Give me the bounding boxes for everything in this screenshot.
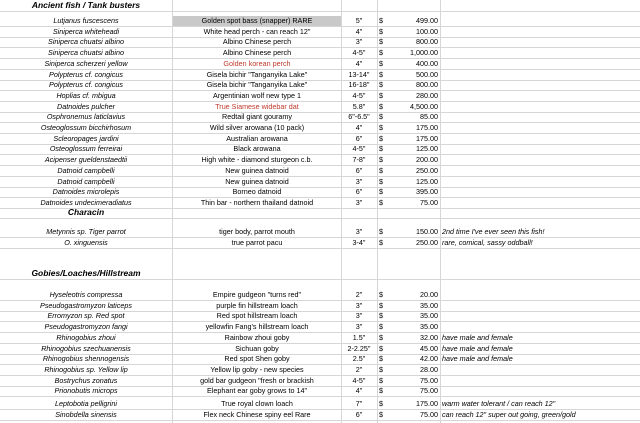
note-cell[interactable] bbox=[442, 187, 640, 197]
size-cell[interactable]: 3" bbox=[355, 176, 363, 186]
price-cell[interactable]: 35.00 bbox=[420, 311, 438, 321]
scientific-name-cell[interactable]: Pseudogastromyzon fangi bbox=[44, 322, 128, 332]
currency-cell[interactable]: $ bbox=[379, 26, 383, 36]
common-name-cell[interactable]: White head perch - can reach 12" bbox=[203, 26, 311, 36]
scientific-name-cell[interactable]: Osteoglossum ferreirai bbox=[49, 144, 123, 154]
scientific-name-cell[interactable]: Leptobotia pelligrini bbox=[55, 399, 117, 408]
price-cell[interactable]: 175.00 bbox=[416, 133, 438, 143]
table-row[interactable] bbox=[0, 144, 640, 155]
size-cell[interactable]: 4-5" bbox=[352, 48, 366, 58]
price-cell[interactable]: 175.00 bbox=[416, 399, 438, 408]
size-cell[interactable]: 4-5" bbox=[352, 144, 366, 154]
currency-cell[interactable]: $ bbox=[379, 311, 383, 321]
note-cell[interactable] bbox=[442, 376, 640, 386]
common-name-cell[interactable]: Redtail giant gouramy bbox=[222, 112, 292, 122]
table-row[interactable] bbox=[0, 238, 640, 249]
price-cell[interactable]: 200.00 bbox=[416, 155, 438, 165]
common-name-cell[interactable]: Rainbow zhoui goby bbox=[224, 332, 290, 342]
size-cell[interactable]: 4" bbox=[355, 26, 363, 36]
price-cell[interactable]: 800.00 bbox=[416, 80, 438, 90]
note-cell[interactable] bbox=[442, 37, 640, 47]
currency-cell[interactable]: $ bbox=[379, 300, 383, 310]
size-cell[interactable]: 4" bbox=[355, 386, 363, 396]
price-cell[interactable]: 20.00 bbox=[420, 290, 438, 299]
currency-cell[interactable]: $ bbox=[379, 354, 383, 364]
table-row[interactable] bbox=[0, 80, 640, 91]
price-cell[interactable]: 75.00 bbox=[420, 409, 438, 419]
table-row[interactable] bbox=[0, 386, 640, 397]
note-cell[interactable] bbox=[442, 301, 640, 311]
common-name-cell[interactable]: Red spot Shen goby bbox=[224, 354, 290, 364]
size-cell[interactable]: 2" bbox=[355, 290, 363, 299]
price-cell[interactable]: 500.00 bbox=[416, 69, 438, 79]
price-cell[interactable]: 175.00 bbox=[416, 123, 438, 132]
note-cell[interactable] bbox=[442, 16, 640, 26]
common-name-cell[interactable]: Albino Chinese perch bbox=[222, 48, 292, 58]
price-cell[interactable]: 75.00 bbox=[420, 197, 438, 207]
size-cell[interactable]: 6" bbox=[355, 133, 363, 143]
common-name-cell[interactable]: Australian arowana bbox=[226, 133, 288, 143]
table-row[interactable] bbox=[0, 166, 640, 177]
currency-cell[interactable]: $ bbox=[379, 133, 383, 143]
scientific-name-cell[interactable]: Datnoides undecimeradiatus bbox=[40, 197, 132, 207]
currency-cell[interactable]: $ bbox=[379, 343, 383, 353]
currency-cell[interactable]: $ bbox=[379, 399, 383, 408]
scientific-name-cell[interactable]: Prionobutis microps bbox=[54, 386, 118, 396]
table-row[interactable] bbox=[0, 112, 640, 123]
note-cell[interactable] bbox=[442, 134, 640, 144]
table-row[interactable] bbox=[0, 290, 640, 301]
price-cell[interactable]: 280.00 bbox=[416, 90, 438, 100]
price-cell[interactable]: 499.00 bbox=[416, 16, 438, 25]
table-row[interactable] bbox=[0, 16, 640, 27]
scientific-name-cell[interactable]: Datnoides microlepis bbox=[52, 187, 120, 197]
size-cell[interactable]: 13-14" bbox=[348, 69, 370, 79]
note-cell[interactable] bbox=[442, 144, 640, 154]
table-row[interactable] bbox=[0, 123, 640, 134]
note-cell[interactable]: have male and female bbox=[442, 332, 513, 342]
table-row[interactable] bbox=[0, 48, 640, 59]
table-row[interactable] bbox=[0, 410, 640, 421]
scientific-name-cell[interactable]: Rhinogobius shennogensis bbox=[42, 354, 130, 364]
note-cell[interactable]: have male and female bbox=[442, 343, 513, 353]
note-cell[interactable]: can reach 12" super out going, green/gold bbox=[442, 409, 576, 419]
common-name-cell[interactable]: New guinea datnoid bbox=[225, 165, 289, 175]
table-row[interactable] bbox=[0, 155, 640, 166]
size-cell[interactable]: 6" bbox=[355, 165, 363, 175]
scientific-name-cell[interactable]: Polypterus cf. congicus bbox=[49, 80, 123, 90]
scientific-name-cell[interactable]: Polypterus cf. congicus bbox=[49, 69, 123, 79]
currency-cell[interactable]: $ bbox=[379, 322, 383, 332]
currency-cell[interactable]: $ bbox=[379, 332, 383, 342]
section-title: Gobies/Loaches/Hillstream bbox=[31, 268, 141, 278]
price-cell[interactable]: 35.00 bbox=[420, 322, 438, 332]
price-cell[interactable]: 42.00 bbox=[420, 354, 438, 364]
size-cell[interactable]: 1.5" bbox=[352, 332, 366, 342]
size-cell[interactable]: 2-2.25" bbox=[347, 343, 371, 353]
common-name-cell[interactable]: yellowfin Fang's hillstream loach bbox=[205, 322, 309, 332]
price-cell[interactable]: 100.00 bbox=[416, 26, 438, 36]
scientific-name-cell[interactable]: Erromyzon sp. Red spot bbox=[47, 311, 125, 321]
note-cell[interactable] bbox=[442, 91, 640, 101]
size-cell[interactable]: 5" bbox=[355, 16, 363, 25]
table-row[interactable] bbox=[0, 187, 640, 198]
size-cell[interactable]: 4" bbox=[355, 123, 363, 132]
table-row[interactable] bbox=[0, 344, 640, 355]
size-cell[interactable]: 4-5" bbox=[352, 90, 366, 100]
common-name-cell[interactable]: tiger body, parrot mouth bbox=[219, 227, 295, 236]
price-cell[interactable]: 250.00 bbox=[416, 165, 438, 175]
note-cell[interactable] bbox=[442, 102, 640, 112]
currency-cell[interactable]: $ bbox=[379, 101, 383, 111]
note-cell[interactable] bbox=[442, 166, 640, 176]
scientific-name-cell[interactable]: Rhinogobius szechuanensis bbox=[41, 343, 131, 353]
size-cell[interactable]: 6" bbox=[355, 187, 363, 197]
currency-cell[interactable]: $ bbox=[379, 69, 383, 79]
price-cell[interactable]: 28.00 bbox=[420, 364, 438, 374]
size-cell[interactable]: 6"-6.5" bbox=[348, 112, 370, 122]
scientific-name-cell[interactable]: Rhinogobius sp. Yellow lip bbox=[44, 364, 128, 374]
common-name-cell[interactable]: Black arowana bbox=[233, 144, 281, 154]
scientific-name-cell[interactable]: Rhinogobius zhoui bbox=[56, 332, 116, 342]
note-cell[interactable] bbox=[442, 48, 640, 58]
scientific-name-cell[interactable]: Hoplias cf. mbigua bbox=[56, 90, 116, 100]
table-row[interactable] bbox=[0, 177, 640, 188]
scientific-name-cell[interactable]: Bostrychus zonatus bbox=[54, 375, 118, 385]
scientific-name-cell[interactable]: Datnoides pulcher bbox=[57, 101, 115, 111]
common-name-cell[interactable]: Thin bar - northern thailand datnoid bbox=[200, 197, 314, 207]
currency-cell[interactable]: $ bbox=[379, 155, 383, 165]
common-name-cell[interactable]: Elephant ear goby grows to 14" bbox=[206, 386, 308, 396]
currency-cell[interactable]: $ bbox=[379, 90, 383, 100]
price-cell[interactable]: 800.00 bbox=[416, 37, 438, 47]
size-cell[interactable]: 4-5" bbox=[352, 375, 366, 385]
scientific-name-cell[interactable]: Osphronemus laticlavius bbox=[46, 112, 126, 122]
currency-cell[interactable]: $ bbox=[379, 165, 383, 175]
table-row[interactable] bbox=[0, 134, 640, 145]
price-cell[interactable]: 150.00 bbox=[416, 227, 438, 236]
common-name-cell[interactable]: Borneo datnoid bbox=[232, 187, 282, 197]
common-name-cell[interactable]: High white - diamond sturgeon c.b. bbox=[201, 155, 313, 165]
currency-cell[interactable]: $ bbox=[379, 144, 383, 154]
table-row[interactable] bbox=[0, 27, 640, 38]
common-name-cell[interactable]: Empire gudgeon "turns red" bbox=[212, 290, 302, 299]
table-row[interactable] bbox=[0, 399, 640, 410]
scientific-name-cell[interactable]: Datnoid campbelli bbox=[57, 176, 115, 186]
currency-cell[interactable]: $ bbox=[379, 123, 383, 132]
common-name-cell[interactable]: Golden korean perch bbox=[223, 58, 291, 68]
price-cell[interactable]: 85.00 bbox=[420, 112, 438, 122]
note-cell[interactable] bbox=[442, 27, 640, 37]
note-cell[interactable] bbox=[442, 322, 640, 332]
note-cell[interactable] bbox=[442, 386, 640, 396]
scientific-name-cell[interactable]: Siniperca scherzeri yellow bbox=[44, 58, 128, 68]
note-cell[interactable]: warm water tolerant / can reach 12" bbox=[442, 399, 556, 408]
currency-cell[interactable]: $ bbox=[379, 187, 383, 197]
common-name-cell[interactable]: Sichuan goby bbox=[235, 343, 279, 353]
size-cell[interactable]: 3" bbox=[355, 37, 363, 47]
size-cell[interactable]: 2.5" bbox=[352, 354, 366, 364]
section-header[interactable] bbox=[0, 0, 640, 12]
currency-cell[interactable]: $ bbox=[379, 237, 383, 247]
scientific-name-cell[interactable]: Pseudogastromyzon laticeps bbox=[40, 300, 132, 310]
section-header[interactable] bbox=[0, 268, 640, 280]
common-name-cell[interactable]: New guinea datnoid bbox=[225, 176, 289, 186]
note-cell[interactable] bbox=[442, 70, 640, 80]
table-row[interactable] bbox=[0, 59, 640, 70]
common-name-cell[interactable]: Flex neck Chinese spiny eel Rare bbox=[203, 409, 311, 419]
scientific-name-cell[interactable]: Acipenser gueldenstaedtii bbox=[44, 155, 128, 165]
table-row[interactable] bbox=[0, 301, 640, 312]
scientific-name-cell[interactable]: Scleoropages jardini bbox=[53, 133, 119, 143]
note-cell[interactable] bbox=[442, 198, 640, 208]
size-cell[interactable]: 3" bbox=[355, 300, 363, 310]
common-name-cell[interactable]: Albino Chinese perch bbox=[222, 37, 292, 47]
currency-cell[interactable]: $ bbox=[379, 16, 383, 25]
table-row[interactable] bbox=[0, 102, 640, 113]
scientific-name-cell[interactable]: Siniperca chuatsi albino bbox=[48, 48, 124, 58]
price-cell[interactable]: 125.00 bbox=[416, 144, 438, 154]
common-name-cell[interactable]: Argentinian wolf new type 1 bbox=[213, 90, 301, 100]
note-cell[interactable] bbox=[442, 123, 640, 133]
size-cell[interactable]: 7-8" bbox=[352, 155, 366, 165]
common-name-cell[interactable]: Wild silver arowana (10 pack) bbox=[209, 123, 305, 132]
size-cell[interactable]: 16-18" bbox=[348, 80, 370, 90]
currency-cell[interactable]: $ bbox=[379, 58, 383, 68]
table-row[interactable] bbox=[0, 365, 640, 376]
currency-cell[interactable]: $ bbox=[379, 197, 383, 207]
size-cell[interactable]: 7" bbox=[355, 399, 363, 408]
note-cell[interactable] bbox=[442, 290, 640, 300]
scientific-name-cell[interactable]: O. xinguensis bbox=[64, 237, 108, 247]
currency-cell[interactable]: $ bbox=[379, 112, 383, 122]
common-name-cell[interactable]: Golden spot bass (snapper) RARE bbox=[173, 16, 341, 26]
currency-cell[interactable]: $ bbox=[379, 80, 383, 90]
currency-cell[interactable]: $ bbox=[379, 176, 383, 186]
currency-cell[interactable]: $ bbox=[379, 386, 383, 396]
common-name-cell[interactable]: Yellow lip goby - new species bbox=[210, 364, 304, 374]
table-row[interactable] bbox=[0, 354, 640, 365]
currency-cell[interactable]: $ bbox=[379, 227, 383, 236]
scientific-name-cell[interactable]: Datnoid campbelli bbox=[57, 165, 115, 175]
scientific-name-cell[interactable]: Hyseleotris compressa bbox=[49, 290, 123, 299]
note-cell[interactable] bbox=[442, 311, 640, 321]
size-cell[interactable]: 6" bbox=[355, 409, 363, 419]
common-name-cell[interactable]: True royal clown loach bbox=[221, 399, 293, 408]
size-cell[interactable]: 5.8" bbox=[352, 101, 366, 111]
table-row[interactable] bbox=[0, 322, 640, 333]
size-cell[interactable]: 3" bbox=[355, 227, 363, 236]
common-name-cell[interactable]: purple fin hillstream loach bbox=[216, 300, 298, 310]
price-cell[interactable]: 75.00 bbox=[420, 375, 438, 385]
note-cell[interactable] bbox=[442, 59, 640, 69]
price-cell[interactable]: 4,500.00 bbox=[410, 101, 438, 111]
scientific-name-cell[interactable]: Sinobdella sinensis bbox=[55, 409, 117, 419]
note-cell[interactable] bbox=[442, 112, 640, 122]
price-cell[interactable]: 250.00 bbox=[416, 237, 438, 247]
common-name-cell[interactable]: true parrot pacu bbox=[231, 237, 283, 247]
scientific-name-cell[interactable]: Lutjanus fuscescens bbox=[53, 16, 119, 25]
scientific-name-cell[interactable]: Siniperca whiteheadi bbox=[52, 26, 120, 36]
size-cell[interactable]: 3" bbox=[355, 311, 363, 321]
currency-cell[interactable]: $ bbox=[379, 409, 383, 419]
table-row[interactable] bbox=[0, 37, 640, 48]
currency-cell[interactable]: $ bbox=[379, 37, 383, 47]
scientific-name-cell[interactable]: Metynnis sp. Tiger parrot bbox=[46, 227, 126, 236]
table-row[interactable] bbox=[0, 227, 640, 238]
table-row[interactable] bbox=[0, 91, 640, 102]
price-cell[interactable]: 32.00 bbox=[420, 332, 438, 342]
price-cell[interactable]: 400.00 bbox=[416, 58, 438, 68]
note-cell[interactable] bbox=[442, 365, 640, 375]
currency-cell[interactable]: $ bbox=[379, 48, 383, 58]
section-title: Ancient fish / Tank busters bbox=[31, 0, 141, 10]
note-cell[interactable]: have male and female bbox=[442, 354, 513, 364]
size-cell[interactable]: 4" bbox=[355, 58, 363, 68]
price-cell[interactable]: 1,000.00 bbox=[410, 48, 438, 58]
common-name-cell[interactable]: True Siamese widebar dat bbox=[215, 101, 299, 111]
price-cell[interactable]: 395.00 bbox=[416, 187, 438, 197]
note-cell[interactable]: rare, comical, sassy oddball! bbox=[442, 237, 533, 247]
price-cell[interactable]: 75.00 bbox=[420, 386, 438, 396]
currency-cell[interactable]: $ bbox=[379, 290, 383, 299]
price-cell[interactable]: 35.00 bbox=[420, 300, 438, 310]
table-row[interactable] bbox=[0, 333, 640, 344]
price-cell[interactable]: 125.00 bbox=[416, 176, 438, 186]
size-cell[interactable]: 2" bbox=[355, 364, 363, 374]
scientific-name-cell[interactable]: Osteoglossum bicchirhosum bbox=[40, 123, 132, 132]
price-cell[interactable]: 45.00 bbox=[420, 343, 438, 353]
note-cell[interactable] bbox=[442, 155, 640, 165]
table-row[interactable] bbox=[0, 311, 640, 322]
note-cell[interactable]: 2nd time I've ever seen this fish! bbox=[442, 227, 545, 236]
size-cell[interactable]: 3" bbox=[355, 322, 363, 332]
note-cell[interactable] bbox=[442, 177, 640, 187]
table-row[interactable] bbox=[0, 70, 640, 81]
size-cell[interactable]: 3" bbox=[355, 197, 363, 207]
currency-cell[interactable]: $ bbox=[379, 375, 383, 385]
table-row[interactable] bbox=[0, 376, 640, 387]
table-row[interactable] bbox=[0, 198, 640, 209]
common-name-cell[interactable]: Red spot hillstream loach bbox=[216, 311, 298, 321]
note-cell[interactable] bbox=[442, 80, 640, 90]
common-name-cell[interactable]: Gisela bichir "Tanganyika Lake" bbox=[206, 80, 308, 90]
currency-cell[interactable]: $ bbox=[379, 364, 383, 374]
section-title: Characin bbox=[67, 207, 105, 217]
size-cell[interactable]: 3-4" bbox=[352, 237, 366, 247]
common-name-cell[interactable]: Gisela bichir "Tanganyika Lake" bbox=[206, 69, 308, 79]
scientific-name-cell[interactable]: Siniperca chuatsi albino bbox=[48, 37, 124, 47]
common-name-cell[interactable]: gold bar gudgeon "fresh or brackish bbox=[200, 375, 314, 385]
